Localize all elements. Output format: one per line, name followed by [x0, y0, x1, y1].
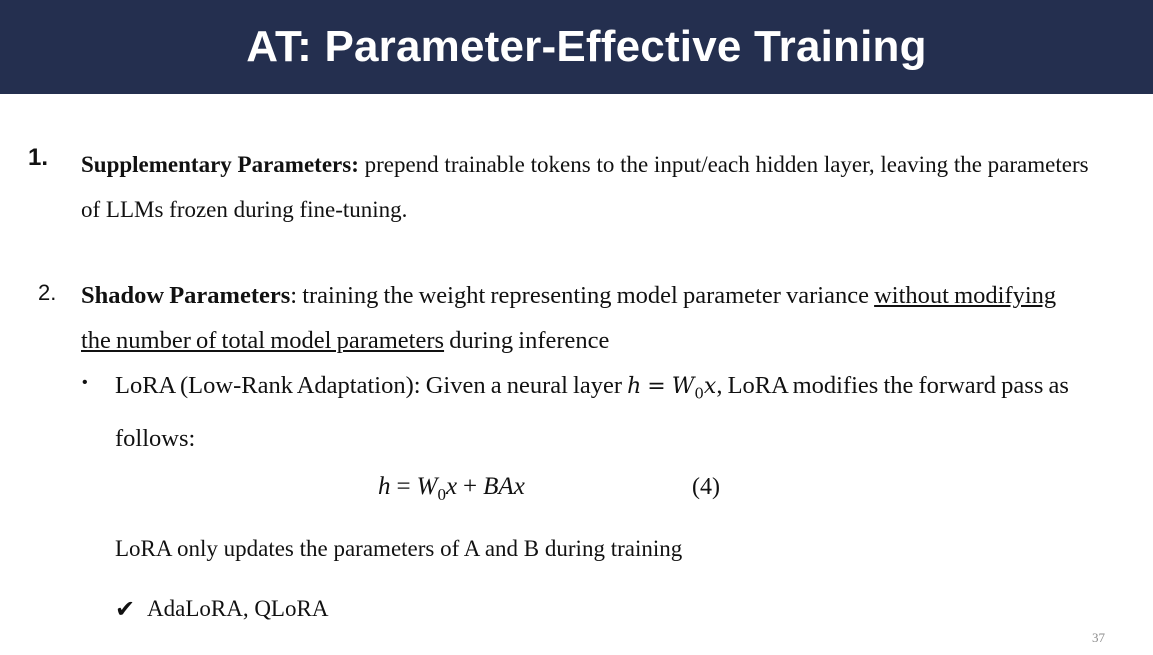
item2-underlined-text: without modifying the number of total model parameters	[81, 282, 1057, 354]
page-number: 37	[1092, 630, 1105, 645]
inline-math	[627, 374, 717, 403]
lora-note: LoRA only updates the parameters of A and B during training	[115, 536, 683, 561]
eq-subscript: 0	[437, 485, 446, 504]
lora-equation	[378, 470, 525, 512]
math-subscript: 0	[694, 384, 704, 403]
lora-description	[115, 363, 1075, 461]
item1-heading: Supplementary Parameters:	[81, 152, 359, 177]
equation-number: (4)	[692, 474, 720, 500]
item-shadow-parameters	[81, 273, 1091, 363]
eq-W: W	[416, 473, 438, 500]
math-x: x	[703, 374, 717, 399]
checkmark-icon: ✔	[115, 595, 136, 623]
eq-x: x	[445, 473, 458, 500]
slide-title: AT: Parameter-Effective Training	[246, 22, 927, 71]
eq-plus: +	[463, 473, 478, 500]
item2-text-after: during inference	[444, 327, 610, 354]
bullet-marker: •	[82, 374, 88, 391]
item2-text-before: : training the weight representing model parameter variance	[290, 282, 875, 309]
math-equals: =	[641, 374, 672, 399]
math-h: h	[627, 374, 642, 399]
lora-variants: AdaLoRA, QLoRA	[147, 596, 329, 621]
slide-header	[0, 0, 1153, 94]
list-number-2: 2.	[38, 280, 57, 305]
lora-text-after: , LoRA modifies the forward pass as follows:	[115, 372, 1069, 453]
item-supplementary-parameters	[81, 142, 1091, 232]
eq-h: h	[378, 473, 391, 500]
math-W: W	[671, 374, 695, 399]
eq-BAx: BAx	[483, 473, 525, 500]
lora-text-before: LoRA (Low-Rank Adaptation): Given a neural layer	[115, 372, 628, 399]
item2-heading: Shadow Parameters	[81, 282, 291, 309]
item1-text: prepend trainable tokens to the input/each hidden layer, leaving the parameters of LLMs frozen during fine-tuning.	[81, 152, 1089, 222]
eq-equals: =	[396, 473, 411, 500]
list-number-1: 1.	[28, 144, 49, 171]
